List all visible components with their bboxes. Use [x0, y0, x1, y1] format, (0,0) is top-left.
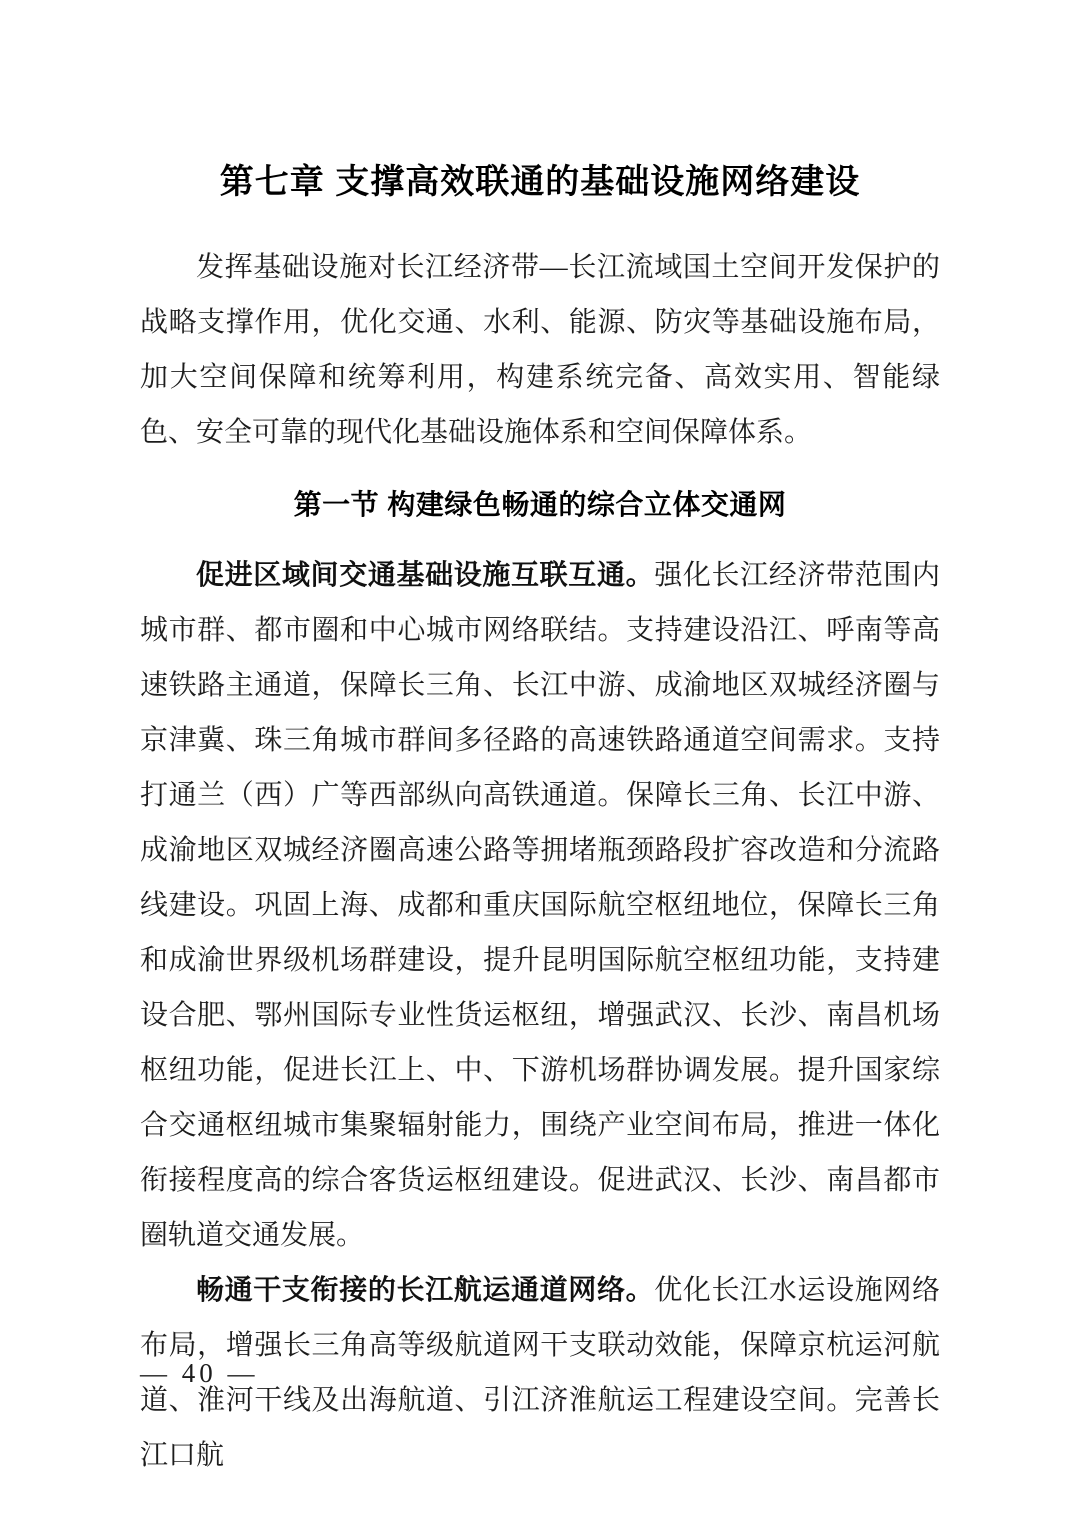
section-title: 第一节 构建绿色畅通的综合立体交通网 [293, 489, 787, 520]
intro-paragraph: 发挥基础设施对长江经济带—长江流域国土空间开发保护的战略支撑作用，优化交通、水利、能源、防灾等基础设施布局，加大空间保障和统筹利用，构建系统完备、高效实用、智能绿色、安全可靠的现代化基础设施体系和空间保障体系。 [140, 252, 940, 448]
paragraph-shipping [140, 1263, 940, 1483]
paragraph-lead: 畅通干支衔接的长江航运通道网络。 [196, 1275, 655, 1306]
paragraph-text: 强化长江经济带范围内城市群、都市圈和中心城市网络联结。支持建设沿江、呼南等高速铁路主通道，保障长三角、长江中游、成渝地区双城经济圈与京津冀、珠三角城市群间多径路的高速铁路通道空间需求。支持打通兰（西）广等西部纵向高铁通道。保障长三角、长江中游、成渝地区双城经济圈高速公路等拥堵瓶颈路段扩容改造和分流路线建设。巩固上海、成都和重庆国际航空枢纽地位，保障长三角和成渝世界级机场群建设，提升昆明国际航空枢纽功能，支持建设合肥、鄂州国际专业性货运枢纽，增强武汉、长沙、南昌机场枢纽功能，促进长江上、中、下游机场群协调发展。提升国家综合交通枢纽城市集聚辐射能力，围绕产业空间布局，推进一体化衔接程度高的综合客货运枢纽建设。促进武汉、长沙、南昌都市圈轨道交通发展。 [140, 560, 940, 1251]
paragraph-lead: 促进区域间交通基础设施互联互通。 [196, 560, 655, 591]
paragraph-transport [140, 548, 940, 1263]
chapter-title: 第七章 支撑高效联通的基础设施网络建设 [219, 163, 861, 201]
paragraph-text: 优化长江水运设施网络布局，增强长三角高等级航道网干支联动效能，保障京杭运河航道、淮河干线及出海航道、引江济淮航运工程建设空间。完善长江口航 [140, 1275, 940, 1471]
page-number: — 40 — [140, 1358, 259, 1388]
